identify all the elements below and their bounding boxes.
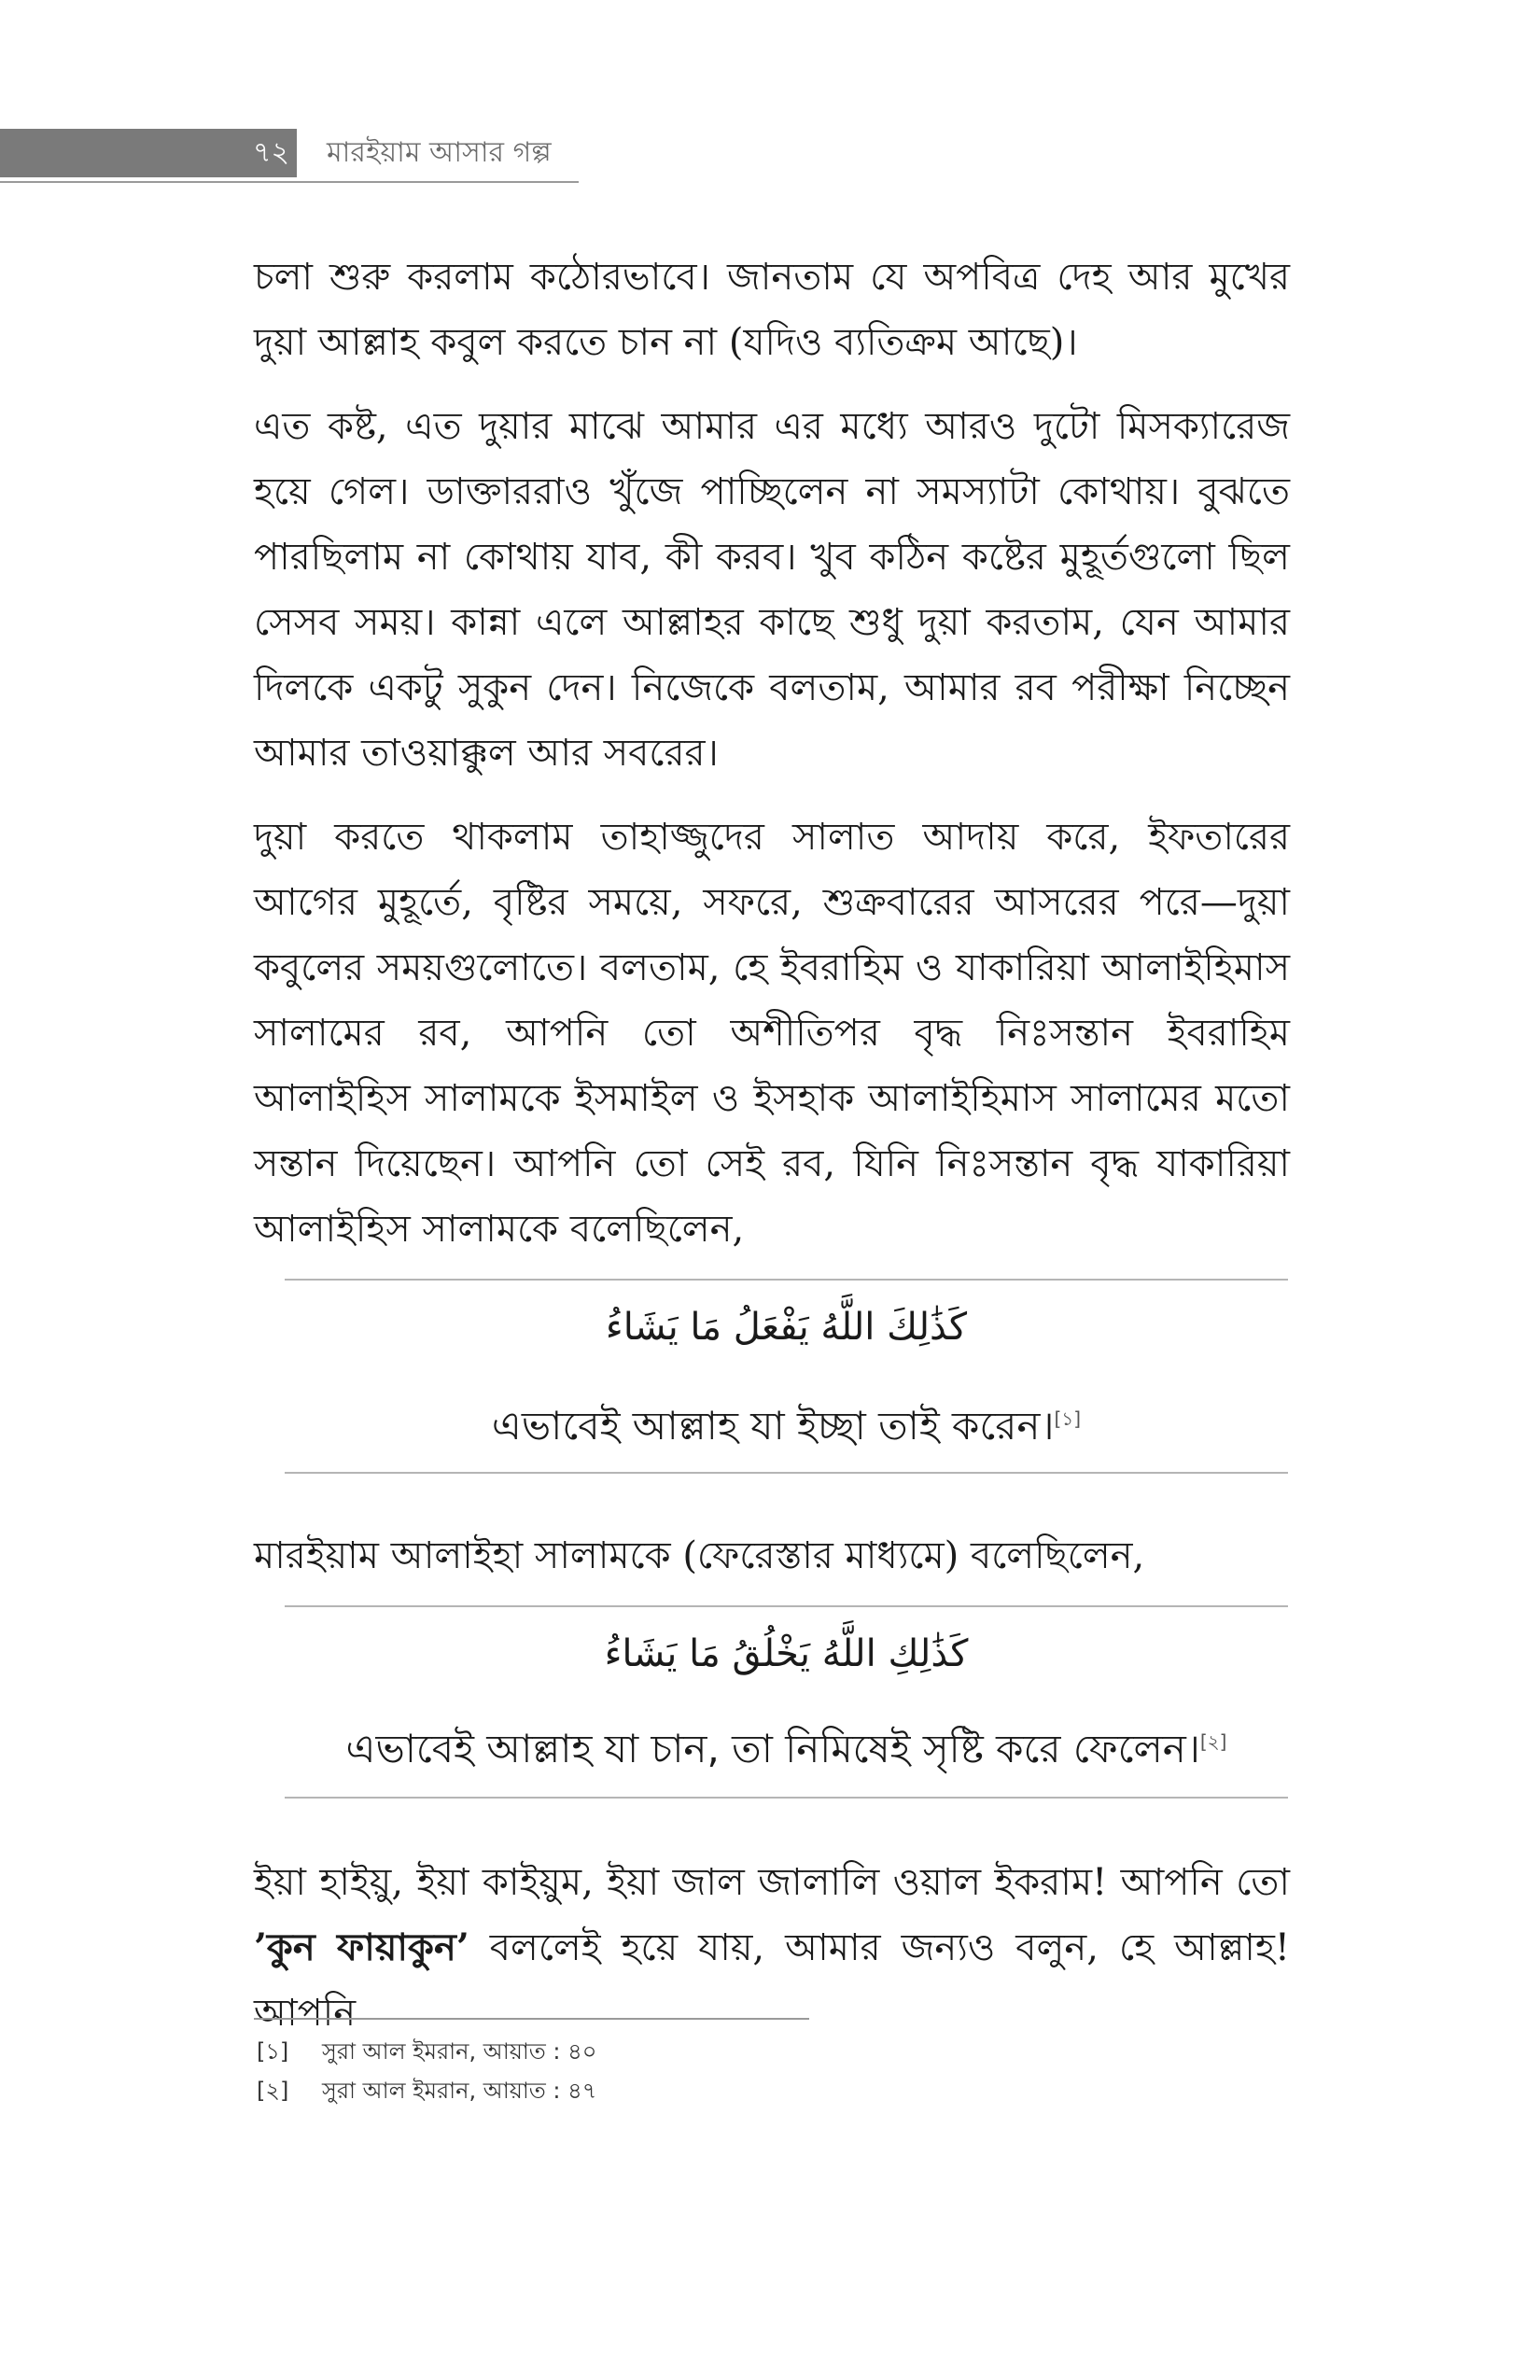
paragraph-5 xyxy=(254,1850,1290,2046)
quote2-translation xyxy=(285,1712,1288,1779)
footnote-rule xyxy=(254,2018,809,2020)
quote2-top-rule xyxy=(285,1605,1288,1607)
page-number: ৭২ xyxy=(252,136,289,169)
quote1-arabic: كَذَٰلِكَ اللَّهُ يَفْعَلُ مَا يَشَاءُ xyxy=(605,1306,968,1349)
footnote-2-marker: [২] xyxy=(257,2078,289,2104)
quote1-bottom-rule xyxy=(285,1472,1288,1474)
footnote-ref-2[interactable]: [২] xyxy=(1199,1730,1227,1753)
quote2-translation-text: এভাবেই আল্লাহ যা চান, তা নিমিষেই সৃষ্টি করে ফেলেন। xyxy=(345,1726,1200,1771)
footnote-1 xyxy=(257,2035,596,2068)
kun-fayakun-bold: ’কুন ফায়াকুন’ xyxy=(254,1925,469,1969)
paragraph-1: চলা শুরু করলাম কঠোরভাবে। জানতাম যে অপবিত্র দেহ আর মুখের দুয়া আল্লাহ কবুল করতে চান না (যদিও ব্যতিক্রম আছে)। xyxy=(254,256,1290,364)
paragraph-4: মারইয়াম আলাইহা সালামকে (ফেরেস্তার মাধ্যমে) বলেছিলেন, xyxy=(254,1534,1145,1577)
footnote-1-marker: [১] xyxy=(257,2038,289,2065)
quote1-top-rule xyxy=(285,1279,1288,1281)
footnote-ref-1[interactable]: [১] xyxy=(1054,1407,1082,1430)
quote2-arabic: كَذَٰلِكِ اللَّهُ يَخْلُقُ مَا يَشَاءُ xyxy=(604,1632,969,1675)
footnote-2 xyxy=(257,2074,596,2107)
footnote-1-text: সুরা আল ইমরান, আয়াত : ৪০ xyxy=(322,2038,597,2065)
quote2-bottom-rule xyxy=(285,1797,1288,1799)
page-header xyxy=(0,121,1540,205)
paragraph-2: এত কষ্ট, এত দুয়ার মাঝে আমার এর মধ্যে আরও দুটো মিসক্যারেজ হয়ে গেল। ডাক্তাররাও খুঁজে পাচ্ছিলেন না সমস্যাটা কোথায়। বুঝতে পারছিলাম না কোথায় যাব, কী করব। খুব কঠিন কষ্টের মুহূর্তগুলো ছিল সেসব সময়। কান্না এলে আল্লাহর কাছে শুধু দুয়া করতাম, যেন আমার দিলকে একটু সুকুন দেন। নিজেকে বলতাম, আমার রব পরীক্ষা নিচ্ছেন আমার তাওয়াক্কুল আর সবরের। xyxy=(254,405,1290,775)
footnote-2-text: সুরা আল ইমরান, আয়াত : ৪৭ xyxy=(322,2078,597,2104)
paragraph-3: দুয়া করতে থাকলাম তাহাজ্জুদের সালাত আদায় করে, ইফতারের আগের মুহূর্তে, বৃষ্টির সময়ে, সফরে, শুক্রবারের আসরের পরে—দুয়া কবুলের সময়গুলোতে। বলতাম, হে ইবরাহিম ও যাকারিয়া আলাইহিমাস সালামের রব, আপনি তো অশীতিপর বৃদ্ধ নিঃসন্তান ইবরাহিম আলাইহিস সালামকে ইসমাইল ও ইসহাক আলাইহিমাস সালামের মতো সন্তান দিয়েছেন। আপনি তো সেই রব, যিনি নিঃসন্তান বৃদ্ধ যাকারিয়া আলাইহিস সালামকে বলেছিলেন, xyxy=(254,816,1290,1251)
header-rule xyxy=(0,181,579,183)
book-title: মারইয়াম আসার গল্প xyxy=(327,136,552,169)
closing-text-1: ইয়া হাইয়ু, ইয়া কাইয়ুম, ইয়া জাল জালালি ওয়াল ইকরাম! আপনি তো xyxy=(254,1861,1290,1904)
closing-text-2: বললেই হয়ে যায়, আমার জন্যও বলুন, হে আল্লাহ! আপনি xyxy=(254,1926,1290,2035)
quote1-translation-text: এভাবেই আল্লাহ যা ইচ্ছা তাই করেন। xyxy=(491,1403,1055,1449)
quote1-translation xyxy=(285,1389,1288,1456)
